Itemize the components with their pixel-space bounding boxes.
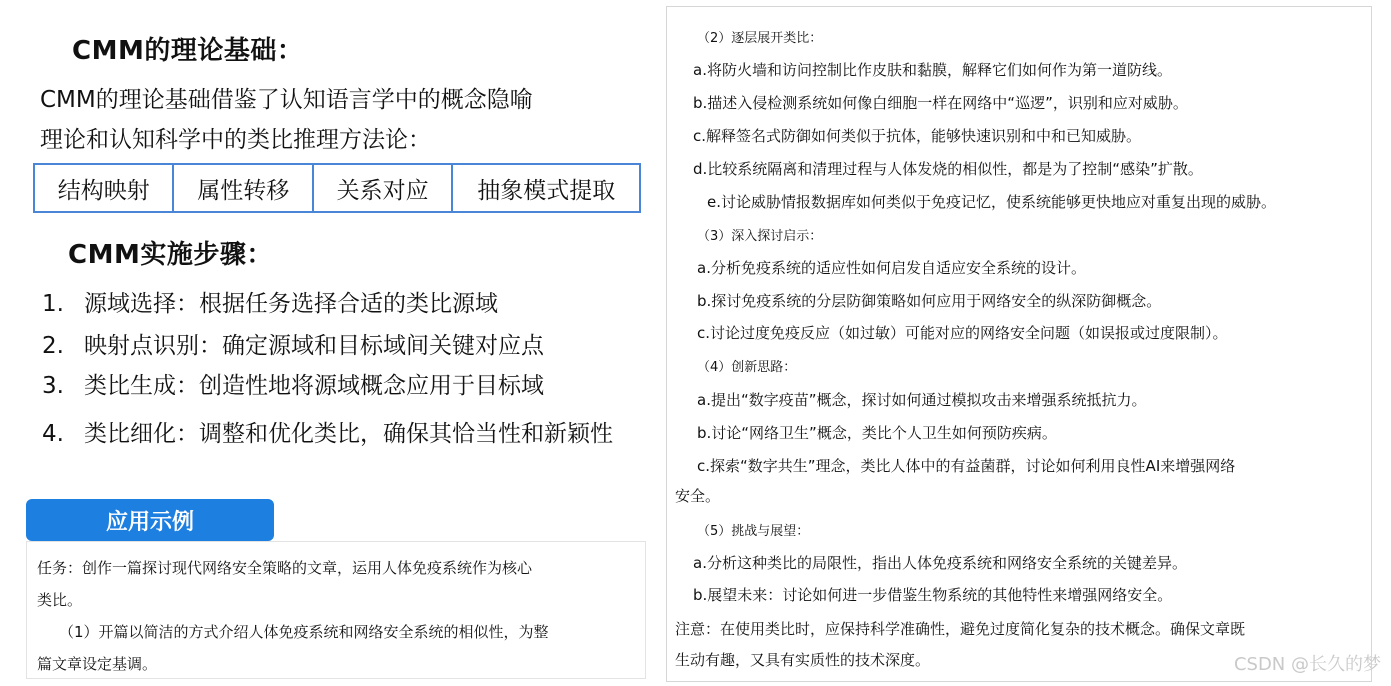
outline-item: a.分析免疫系统的适应性如何启发自适应安全系统的设计。: [697, 259, 1086, 277]
outline-item: d.比较系统隔离和清理过程与人体发烧的相似性，都是为了控制“感染”扩散。: [693, 160, 1203, 178]
task-line: 类比。: [37, 591, 83, 609]
task-box: [26, 541, 646, 679]
concept-cell: 关系对应: [314, 165, 453, 211]
step-item: [40, 288, 650, 320]
outline-item: c.解释签名式防御如何类似于抗体，能够快速识别和中和已知威胁。: [693, 127, 1142, 145]
step-text: 类比细化：调整和优化类比，确保其恰当性和新颖性: [84, 421, 613, 447]
steps-list: [40, 288, 650, 460]
outline-item: c.探索“数字共生”理念，类比人体中的有益菌群，讨论如何利用良性AI来增强网络: [697, 457, 1236, 475]
note-line: 生动有趣，又具有实质性的技术深度。: [675, 651, 931, 669]
section-title: （4）创新思路：: [697, 360, 797, 375]
outline-item: a.提出“数字疫苗”概念，探讨如何通过模拟攻击来增强系统抵抗力。: [697, 391, 1147, 409]
step-number: 4.: [42, 421, 64, 447]
step-number: 1.: [42, 291, 64, 317]
section-title: （5）挑战与展望：: [697, 524, 810, 539]
outline-item: c.讨论过度免疫反应（如过敏）可能对应的网络安全问题（如误报或过度限制）。: [697, 324, 1228, 342]
outline-item: 安全。: [675, 487, 721, 505]
outline-item: b.描述入侵检测系统如何像白细胞一样在网络中“巡逻”，识别和应对威胁。: [693, 94, 1188, 112]
outline-item: e.讨论威胁情报数据库如何类似于免疫记忆，使系统能够更快地应对重复出现的威胁。: [707, 193, 1277, 211]
theory-text-line2: 理论和认知科学中的类比推理方法论：: [40, 127, 431, 153]
section-title: （2）逐层展开类比：: [697, 31, 823, 46]
theory-text-line1: CMM的理论基础借鉴了认知语言学中的概念隐喻: [40, 87, 533, 113]
outline-item: b.讨论“网络卫生”概念，类比个人卫生如何预防疾病。: [697, 424, 1057, 442]
concept-cell: 结构映射: [35, 165, 174, 211]
step-number: 2.: [42, 333, 64, 359]
concept-cell: 属性转移: [174, 165, 313, 211]
task-line: （1）开篇以简洁的方式介绍人体免疫系统和网络安全系统的相似性，为整: [59, 623, 549, 641]
step-number: 3.: [42, 373, 64, 399]
example-badge: 应用示例: [26, 499, 274, 541]
steps-title: CMM实施步骤：: [68, 240, 273, 270]
outline-panel: [666, 6, 1372, 682]
task-line: 篇文章设定基调。: [37, 655, 158, 673]
note-line: 注意：在使用类比时，应保持科学准确性，避免过度简化复杂的技术概念。确保文章既: [675, 620, 1246, 638]
outline-item: b.探讨免疫系统的分层防御策略如何应用于网络安全的纵深防御概念。: [697, 292, 1162, 310]
task-line: 任务：创作一篇探讨现代网络安全策略的文章，运用人体免疫系统作为核心: [37, 559, 533, 577]
section-title: （3）深入探讨启示：: [697, 229, 823, 244]
outline-item: a.将防火墙和访问控制比作皮肤和黏膜，解释它们如何作为第一道防线。: [693, 61, 1172, 79]
step-item: [40, 330, 650, 362]
watermark: CSDN @长久的梦: [1233, 654, 1381, 675]
step-item: [40, 418, 644, 450]
outline-item: b.展望未来：讨论如何进一步借鉴生物系统的其他特性来增强网络安全。: [693, 586, 1173, 604]
concept-table: [33, 163, 641, 213]
step-text: 源域选择：根据任务选择合适的类比源域: [84, 291, 498, 317]
step-text: 类比生成：创造性地将源域概念应用于目标域: [84, 373, 544, 399]
concept-cell: 抽象模式提取: [477, 177, 616, 204]
theory-title: CMM的理论基础：: [72, 36, 304, 66]
step-text: 映射点识别：确定源域和目标域间关键对应点: [84, 333, 544, 359]
step-item: [40, 370, 650, 402]
outline-item: a.分析这种类比的局限性，指出人体免疫系统和网络安全系统的关键差异。: [693, 554, 1187, 572]
